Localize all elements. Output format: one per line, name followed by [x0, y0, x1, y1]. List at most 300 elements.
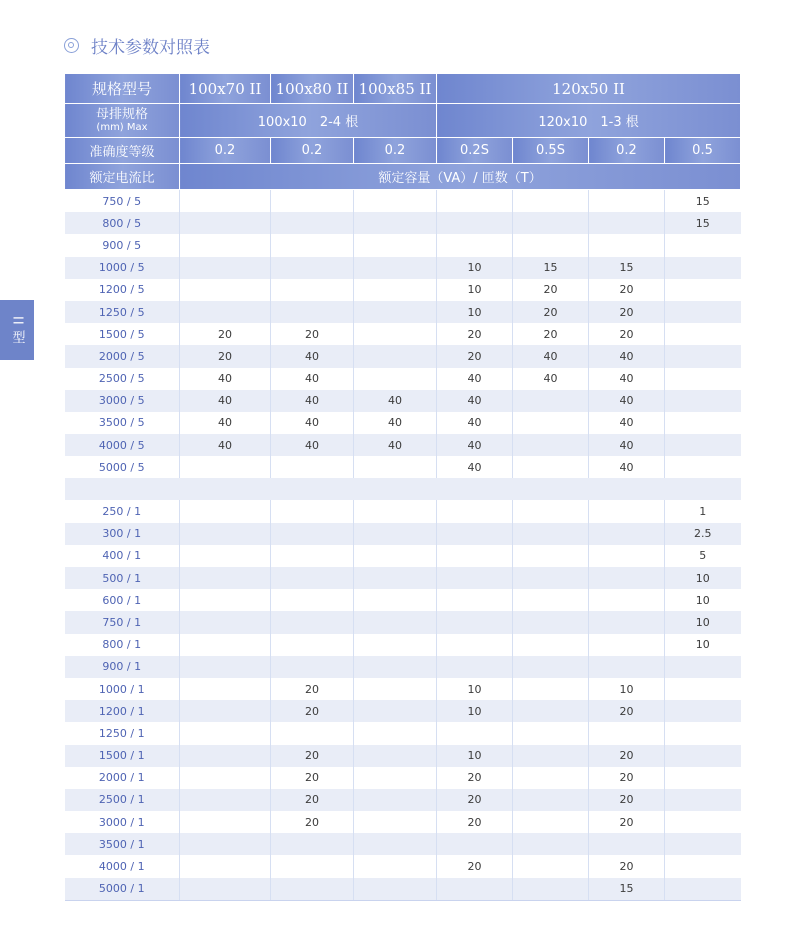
value-cell: 40	[513, 345, 589, 367]
value-cell: 40	[589, 434, 665, 456]
value-cell: 10	[437, 745, 513, 767]
table-row	[65, 390, 741, 412]
table-row	[65, 345, 741, 367]
value-cell: 15	[665, 212, 741, 234]
value-cell	[180, 589, 271, 611]
value-cell	[513, 412, 589, 434]
value-cell	[665, 678, 741, 700]
value-cell	[513, 567, 589, 589]
ratio-cell: 1250 / 1	[65, 722, 180, 744]
value-cell: 40	[180, 412, 271, 434]
value-cell: 40	[589, 390, 665, 412]
value-cell	[271, 545, 354, 567]
value-cell	[354, 345, 437, 367]
value-cell	[589, 500, 665, 522]
value-cell	[437, 234, 513, 256]
table-row	[65, 611, 741, 633]
value-cell: 40	[354, 434, 437, 456]
value-cell	[513, 500, 589, 522]
table-row	[65, 855, 741, 877]
value-cell: 20	[271, 789, 354, 811]
value-cell	[513, 656, 589, 678]
value-cell	[665, 323, 741, 345]
value-cell	[589, 656, 665, 678]
side-tab[interactable]: II 型	[0, 300, 34, 360]
value-cell: 40	[271, 368, 354, 390]
value-cell: 40	[589, 456, 665, 478]
value-cell: 20	[271, 700, 354, 722]
value-cell	[665, 745, 741, 767]
value-cell	[271, 456, 354, 478]
value-cell	[180, 745, 271, 767]
value-cell	[513, 678, 589, 700]
table-row	[65, 634, 741, 656]
ratio-cell: 4000 / 5	[65, 434, 180, 456]
value-cell	[354, 700, 437, 722]
spec-table	[64, 73, 741, 901]
ratio-cell: 300 / 1	[65, 523, 180, 545]
value-cell	[665, 833, 741, 855]
value-cell	[665, 368, 741, 390]
value-cell: 40	[180, 434, 271, 456]
value-cell: 10	[695, 593, 710, 607]
value-cell	[513, 878, 589, 901]
value-cell	[513, 523, 589, 545]
value-cell: 40	[437, 412, 513, 434]
value-cell: 20	[180, 345, 271, 367]
value-cell	[513, 545, 589, 567]
table-row	[65, 301, 741, 323]
value-cell	[180, 567, 271, 589]
value-cell: 20	[513, 279, 589, 301]
value-cell	[354, 500, 437, 522]
table-row	[65, 523, 741, 545]
busbar-sub-label: (mm) Max	[96, 121, 148, 133]
value-cell	[180, 545, 271, 567]
table-row	[65, 745, 741, 767]
accuracy-cell: 0.2	[354, 138, 437, 164]
value-cell	[354, 523, 437, 545]
value-cell	[665, 434, 741, 456]
value-cell: 15	[589, 257, 665, 279]
page-title	[64, 33, 210, 57]
value-cell	[513, 855, 589, 877]
ratio-cell: 2500 / 5	[65, 368, 180, 390]
value-cell	[437, 523, 513, 545]
value-cell	[513, 767, 589, 789]
value-cell	[271, 301, 354, 323]
accuracy-cell: 0.2	[589, 138, 665, 164]
value-cell	[589, 722, 665, 744]
value-cell: 40	[513, 368, 589, 390]
value-cell	[589, 234, 665, 256]
value-cell	[437, 190, 513, 213]
value-cell	[180, 722, 271, 744]
value-cell	[354, 589, 437, 611]
value-cell: 20	[589, 279, 665, 301]
spec-label: 规格型号	[65, 74, 180, 104]
value-cell: 40	[437, 456, 513, 478]
value-cell	[180, 212, 271, 234]
value-cell	[354, 257, 437, 279]
table-row	[65, 678, 741, 700]
value-cell: 10	[665, 611, 741, 633]
ratio-cell: 5000 / 5	[65, 456, 180, 478]
value-cell: 10	[437, 678, 513, 700]
value-cell	[180, 279, 271, 301]
value-cell: 20	[589, 700, 665, 722]
busbar-spec: 120x10 1-3 根	[437, 104, 741, 138]
value-cell	[665, 722, 741, 744]
value-cell	[437, 567, 513, 589]
value-cell	[271, 257, 354, 279]
value-cell	[354, 833, 437, 855]
ratio-cell: 600 / 1	[65, 589, 180, 611]
value-cell	[513, 390, 589, 412]
header-row-ratio	[65, 164, 741, 190]
value-cell	[354, 567, 437, 589]
accuracy-cell: 0.5	[665, 138, 741, 164]
value-cell	[513, 611, 589, 633]
ratio-label: 额定电流比	[65, 164, 180, 190]
value-cell	[513, 589, 589, 611]
value-cell	[180, 611, 271, 633]
ratio-cell: 1200 / 1	[65, 700, 180, 722]
table-row	[65, 567, 741, 589]
value-cell: 40	[271, 412, 354, 434]
value-cell: 40	[589, 368, 665, 390]
value-cell	[665, 234, 741, 256]
value-cell	[354, 190, 437, 213]
value-cell	[354, 545, 437, 567]
value-cell	[354, 767, 437, 789]
value-cell	[437, 656, 513, 678]
value-cell	[513, 700, 589, 722]
value-cell	[589, 212, 665, 234]
value-cell: 40	[180, 368, 271, 390]
value-cell	[180, 878, 271, 901]
ratio-cell: 3500 / 1	[65, 833, 180, 855]
model-cell: 100x70 II	[180, 74, 271, 104]
value-cell	[437, 545, 513, 567]
accuracy-cell: 0.5S	[513, 138, 589, 164]
value-cell: 40	[437, 434, 513, 456]
value-cell	[665, 279, 741, 301]
value-cell	[513, 234, 589, 256]
value-cell	[354, 234, 437, 256]
table-row	[65, 833, 741, 855]
value-cell	[271, 722, 354, 744]
value-cell: 20	[589, 323, 665, 345]
ratio-cell: 400 / 1	[65, 545, 180, 567]
value-cell	[180, 833, 271, 855]
value-cell	[354, 634, 437, 656]
value-cell: 10	[437, 301, 513, 323]
ratio-cell: 250 / 1	[65, 500, 180, 522]
value-cell	[589, 567, 665, 589]
ratio-cell: 3000 / 1	[65, 811, 180, 833]
value-cell	[180, 634, 271, 656]
value-cell	[354, 323, 437, 345]
value-cell: 40	[589, 345, 665, 367]
value-cell	[180, 700, 271, 722]
model-cell: 100x80 II	[271, 74, 354, 104]
table-row	[65, 656, 741, 678]
capacity-label: 额定容量（VA）/ 匝数（T）	[180, 164, 741, 190]
value-cell	[354, 212, 437, 234]
value-cell: 20	[513, 323, 589, 345]
value-cell	[180, 656, 271, 678]
table-row	[65, 279, 741, 301]
value-cell: 10	[437, 700, 513, 722]
value-cell	[271, 656, 354, 678]
value-cell	[354, 855, 437, 877]
value-cell	[271, 878, 354, 901]
value-cell: 20	[271, 323, 354, 345]
busbar-label: 母排规格	[95, 106, 148, 122]
value-cell	[354, 722, 437, 744]
ratio-cell: 3000 / 5	[65, 390, 180, 412]
table-row	[65, 368, 741, 390]
value-cell	[271, 190, 354, 213]
value-cell	[513, 212, 589, 234]
value-cell	[271, 567, 354, 589]
ratio-cell: 3500 / 5	[65, 412, 180, 434]
value-cell	[271, 234, 354, 256]
value-cell: 20	[589, 767, 665, 789]
ratio-cell: 2500 / 1	[65, 789, 180, 811]
value-cell	[589, 523, 665, 545]
value-cell: 20	[271, 767, 354, 789]
page-title-text: 技术参数对照表	[91, 37, 210, 58]
table-row	[65, 789, 741, 811]
accuracy-label: 准确度等级	[65, 138, 180, 164]
value-cell	[180, 456, 271, 478]
value-cell: 20	[589, 855, 665, 877]
value-cell: 20	[437, 323, 513, 345]
accuracy-cell: 0.2	[180, 138, 271, 164]
ratio-cell: 4000 / 1	[65, 855, 180, 877]
table-row	[65, 323, 741, 345]
value-cell	[437, 589, 513, 611]
value-cell	[180, 301, 271, 323]
accuracy-cell: 0.2S	[437, 138, 513, 164]
value-cell	[513, 456, 589, 478]
value-cell	[665, 855, 741, 877]
value-cell	[354, 456, 437, 478]
ratio-cell: 1200 / 5	[65, 279, 180, 301]
value-cell	[437, 833, 513, 855]
value-cell	[180, 257, 271, 279]
value-cell: 40	[437, 368, 513, 390]
table-row	[65, 456, 741, 478]
model-cell: 120x50 II	[437, 74, 741, 104]
value-cell	[271, 212, 354, 234]
value-cell	[354, 811, 437, 833]
value-cell	[665, 390, 741, 412]
value-cell	[665, 767, 741, 789]
ratio-cell: 1500 / 5	[65, 323, 180, 345]
value-cell: 40	[271, 345, 354, 367]
value-cell	[437, 500, 513, 522]
value-cell: 10	[665, 567, 741, 589]
table-row	[65, 434, 741, 456]
value-cell	[271, 855, 354, 877]
value-cell	[665, 345, 741, 367]
value-cell	[589, 545, 665, 567]
value-cell: 15	[513, 257, 589, 279]
table-row	[65, 589, 741, 611]
ratio-cell: 1250 / 5	[65, 301, 180, 323]
header-row-busbar	[65, 104, 741, 138]
value-cell	[513, 811, 589, 833]
ratio-cell: 1500 / 1	[65, 745, 180, 767]
value-cell	[589, 634, 665, 656]
double-circle-icon	[64, 38, 79, 53]
value-cell: 20	[271, 811, 354, 833]
value-cell	[437, 611, 513, 633]
table-row	[65, 412, 741, 434]
ratio-cell: 1000 / 5	[65, 257, 180, 279]
value-cell	[665, 412, 741, 434]
value-cell: 20	[437, 345, 513, 367]
value-cell: 1	[699, 505, 707, 519]
value-cell	[513, 434, 589, 456]
value-cell	[180, 789, 271, 811]
value-cell	[180, 523, 271, 545]
ratio-cell: 2000 / 1	[65, 767, 180, 789]
ratio-cell: 800 / 1	[65, 634, 180, 656]
value-cell: 10	[437, 279, 513, 301]
spacer-cell	[65, 478, 741, 500]
value-cell: 20	[437, 789, 513, 811]
value-cell	[665, 656, 741, 678]
value-cell	[513, 745, 589, 767]
ratio-cell: 1000 / 1	[65, 678, 180, 700]
busbar-label-cell	[65, 104, 180, 138]
value-cell	[271, 523, 354, 545]
value-cell: 40	[354, 390, 437, 412]
header-row-model	[65, 74, 741, 104]
value-cell	[513, 634, 589, 656]
value-cell	[665, 257, 741, 279]
value-cell	[180, 767, 271, 789]
table-row	[65, 545, 741, 567]
value-cell	[589, 190, 665, 213]
value-cell	[513, 722, 589, 744]
section-spacer	[65, 478, 741, 500]
accuracy-cell: 0.2	[271, 138, 354, 164]
value-cell	[354, 279, 437, 301]
busbar-spec: 100x10 2-4 根	[180, 104, 437, 138]
value-cell	[665, 811, 741, 833]
value-cell	[271, 589, 354, 611]
table-row	[65, 878, 741, 901]
value-cell: 40	[180, 390, 271, 412]
value-cell	[271, 500, 354, 522]
value-cell: 20	[437, 811, 513, 833]
value-cell: 20	[589, 745, 665, 767]
value-cell	[665, 878, 741, 901]
ratio-cell: 5000 / 1	[65, 878, 180, 901]
value-cell	[665, 700, 741, 722]
value-cell	[589, 611, 665, 633]
value-cell	[589, 833, 665, 855]
ratio-cell: 900 / 1	[65, 656, 180, 678]
table-row	[65, 767, 741, 789]
value-cell	[513, 789, 589, 811]
value-cell: 40	[589, 412, 665, 434]
value-cell	[180, 234, 271, 256]
value-cell: 40	[271, 390, 354, 412]
value-cell: 40	[271, 434, 354, 456]
value-cell	[354, 368, 437, 390]
value-cell	[354, 745, 437, 767]
value-cell: 20	[180, 323, 271, 345]
table-row	[65, 811, 741, 833]
table-row	[65, 700, 741, 722]
value-cell: 20	[589, 789, 665, 811]
value-cell: 20	[437, 855, 513, 877]
model-cell: 100x85 II	[354, 74, 437, 104]
value-cell	[354, 789, 437, 811]
value-cell	[180, 500, 271, 522]
value-cell	[513, 190, 589, 213]
table-row	[65, 500, 741, 522]
value-cell: 40	[437, 390, 513, 412]
value-cell	[437, 722, 513, 744]
value-cell: 10	[695, 638, 710, 652]
value-cell: 20	[589, 811, 665, 833]
value-cell: 15	[589, 878, 665, 901]
table-row	[65, 722, 741, 744]
value-cell	[665, 301, 741, 323]
value-cell	[180, 811, 271, 833]
value-cell	[354, 678, 437, 700]
table-row	[65, 190, 741, 213]
value-cell	[271, 833, 354, 855]
value-cell: 10	[437, 257, 513, 279]
value-cell: 2.5	[665, 523, 741, 545]
value-cell: 5	[699, 549, 707, 563]
value-cell: 20	[437, 767, 513, 789]
value-cell: 20	[589, 301, 665, 323]
value-cell	[437, 878, 513, 901]
value-cell	[271, 634, 354, 656]
ratio-cell: 500 / 1	[65, 567, 180, 589]
value-cell: 20	[513, 301, 589, 323]
header-row-accuracy	[65, 138, 741, 164]
value-cell: 40	[354, 412, 437, 434]
value-cell	[271, 611, 354, 633]
value-cell: 20	[271, 745, 354, 767]
ratio-cell: 800 / 5	[65, 212, 180, 234]
value-cell: 20	[271, 678, 354, 700]
value-cell	[354, 878, 437, 901]
value-cell	[589, 589, 665, 611]
ratio-cell: 2000 / 5	[65, 345, 180, 367]
value-cell	[437, 634, 513, 656]
ratio-cell: 900 / 5	[65, 234, 180, 256]
value-cell	[513, 833, 589, 855]
value-cell	[271, 279, 354, 301]
value-cell	[180, 855, 271, 877]
value-cell	[354, 301, 437, 323]
value-cell	[180, 190, 271, 213]
table-row	[65, 234, 741, 256]
value-cell	[354, 656, 437, 678]
ratio-cell: 750 / 5	[65, 190, 180, 213]
